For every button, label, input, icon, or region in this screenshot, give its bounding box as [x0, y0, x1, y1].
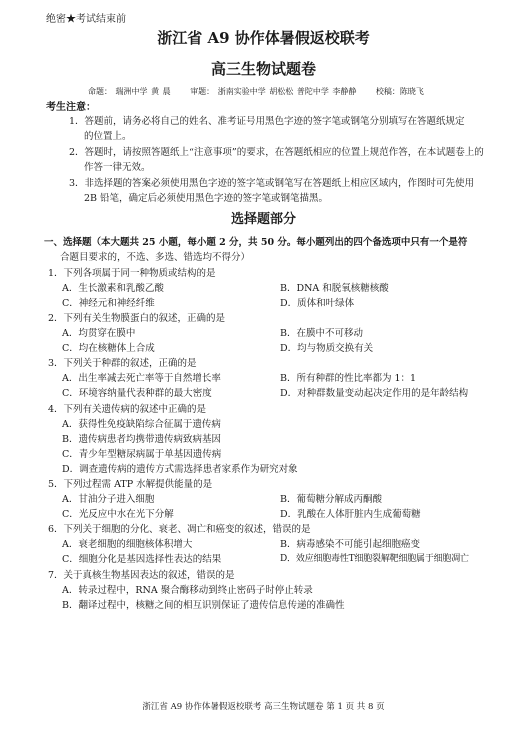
- option-b: B．遗传病患者均携带遗传病致病基因: [62, 434, 221, 445]
- question-stem: 1．下列各项属于同一种物质或结构的是: [48, 268, 216, 279]
- question-stem: 7．关于真核生物基因表达的叙述，错误的是: [48, 570, 235, 581]
- notice-line: 3．非选择题的答案必须使用黑色字迹的签字笔或钢笔写在答题纸上相应区域内，作图时可先使用: [69, 178, 475, 189]
- option-c: C．环境容纳量代表种群的最大密度: [62, 388, 212, 399]
- option-d: D．调查遗传病的遗传方式需选择患者家系作为研究对象: [62, 464, 298, 475]
- option-b: B．翻译过程中，核糖之间的相互识别保证了遗传信息传递的准确性: [62, 600, 345, 611]
- author-proofreader: 校稿：陈晓飞: [375, 87, 424, 96]
- section-intro: 合题目要求的，不选、多选、错选均不得分）: [60, 252, 251, 263]
- question-stem: 4．下列有关遗传病的叙述中正确的是: [48, 404, 207, 415]
- question-stem: 3．下列关于种群的叙述，正确的是: [48, 358, 197, 369]
- option-a: A．甘油分子进入细胞: [62, 494, 155, 505]
- authors-line: [88, 86, 440, 97]
- option-b: B．所有种群的性比率都为 1：1: [280, 373, 417, 384]
- option-a: A．转录过程中，RNA 聚合酶移动到终止密码子时停止转录: [62, 585, 313, 596]
- option-c: C．细胞分化是基因选择性表达的结果: [62, 554, 222, 565]
- option-d: D．质体和叶绿体: [280, 298, 355, 309]
- section-intro: 一、选择题（本大题共 25 小题，每小题 2 分，共 50 分。每小题列出的四个备选项中只有一个是符: [44, 237, 468, 248]
- confidential-label: 绝密★考试结束前: [46, 14, 126, 25]
- option-d: D．对种群数量变动起决定作用的是年龄结构: [280, 388, 469, 399]
- question-stem: 5．下列过程需 ATP 水解提供能量的是: [48, 479, 213, 490]
- notice-line: 2．答题时，请按照答题纸上“注意事项”的要求，在答题纸相应的位置上规范作答，在本试题卷上的: [69, 147, 484, 158]
- option-c: C．青少年型糖尿病属于单基因遗传病: [62, 449, 222, 460]
- question-stem: 2．下列有关生物膜蛋白的叙述，正确的是: [48, 313, 226, 324]
- option-c: C．均在核糖体上合成: [62, 343, 155, 354]
- option-c: C．神经元和神经纤维: [62, 298, 155, 309]
- author-reviewer: 审题： 浙南实验中学 胡松松 普陀中学 李静静: [190, 87, 357, 96]
- section-title: 选择题部分: [230, 212, 296, 227]
- exam-subtitle: 高三生物试题卷: [210, 60, 316, 78]
- notice-line: 作答一律无效。: [84, 162, 151, 173]
- page-footer: 浙江省 A9 协作体暑假返校联考 高三生物试题卷 第 1 页 共 8 页: [142, 702, 385, 712]
- option-b: B．病毒感染不可能引起细胞癌变: [280, 539, 420, 550]
- notice-line: 的位置上。: [84, 131, 132, 142]
- option-a: A．均贯穿在膜中: [62, 328, 136, 339]
- option-a: A．生长激素和乳酸乙酸: [62, 283, 164, 294]
- notice-heading: 考生注意：: [46, 102, 96, 113]
- author-setter: 命题： 瑞洲中学 黄 晨: [88, 87, 171, 96]
- notice-line: 1．答题前，请务必将自己的姓名、准考证号用黑色字迹的签字笔或钢笔分别填写在答题纸规定: [69, 116, 465, 127]
- notice-line: 2B 铅笔，确定后必须使用黑色字迹的签字笔或钢笔描黑。: [84, 193, 329, 204]
- exam-title: 浙江省 A9 协作体暑假返校联考: [157, 29, 370, 47]
- option-c: C．光反应中水在光下分解: [62, 509, 174, 520]
- option-a: A．获得性免疫缺陷综合征属于遗传病: [62, 419, 221, 430]
- option-b: B．葡萄糖分解成丙酮酸: [280, 494, 382, 505]
- option-d: D．效应细胞毒性T细胞裂解靶细胞属于细胞凋亡: [280, 554, 469, 564]
- option-a: A．衰老细胞的细胞核体积增大: [62, 539, 193, 550]
- option-d: D．均与物质交换有关: [280, 343, 374, 354]
- question-stem: 6．下列关于细胞的分化、衰老、凋亡和癌变的叙述，错误的是: [48, 524, 311, 535]
- option-d: D．乳酸在人体肝脏内生成葡萄糖: [280, 509, 421, 520]
- option-b: B．DNA 和脱氧核糖核酸: [280, 283, 389, 294]
- option-b: B．在膜中不可移动: [280, 328, 363, 339]
- option-a: A．出生率减去死亡率等于自然增长率: [62, 373, 221, 384]
